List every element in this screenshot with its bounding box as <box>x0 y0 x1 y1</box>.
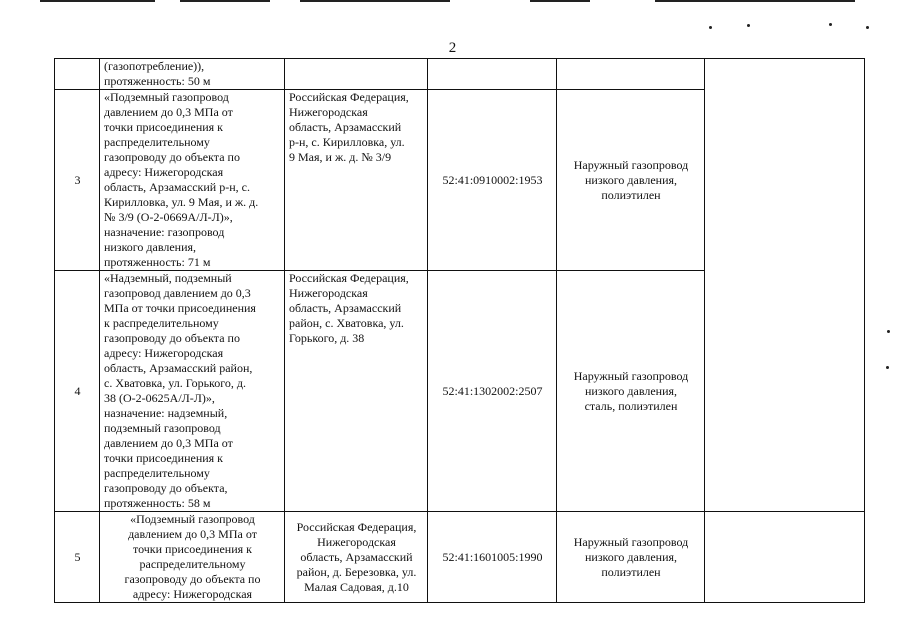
address-cell <box>285 59 428 90</box>
scan-artifact-line <box>180 0 270 2</box>
object-description-cell <box>100 271 285 512</box>
object-type: Наружный газопровод низкого давления, сталь, полиэтилен <box>573 368 689 413</box>
object-type-cell <box>557 512 705 603</box>
object-address: Российская Федерация, Нижегородская область, Арзамасский район, д. Березовка, ул. Малая Садовая, д.10 <box>296 519 417 594</box>
object-description-cell <box>100 512 285 603</box>
object-type-cell <box>557 90 705 271</box>
scan-speck <box>829 23 832 26</box>
scan-speck <box>866 26 869 29</box>
object-description: «Подземный газопровод давлением до 0,3 МПа от точки присоединения к распределительному газопроводу до объекта по адресу: Нижегородская область, Арзамасский р-н, с. Кирилловка, ул. 9 Мая, и ж. д. № 3/9 (О-2-0669А/Л-Л)», назначение: газопровод низкого давления, протяженность: 71 м <box>104 90 259 269</box>
object-description: «Подземный газопровод давлением до 0,3 МПа от точки присоединения к распределительному газопроводу до объекта по адресу: Нижегородская <box>124 512 261 601</box>
scan-speck <box>709 26 712 29</box>
scan-artifact-line <box>40 0 155 2</box>
object-type-cell <box>557 271 705 512</box>
object-type: Наружный газопровод низкого давления, полиэтилен <box>573 157 689 202</box>
extra-column-cell <box>705 512 865 603</box>
object-address: Российская Федерация, Нижегородская область, Арзамасский район, с. Хватовка, ул. Горького, д. 38 <box>289 271 409 345</box>
table-row <box>55 59 865 90</box>
object-description: (газопотребление)), протяженность: 50 м <box>104 59 211 88</box>
object-description: «Надземный, подземный газопровод давлением до 0,3 МПа от точки присоединения к распределительному газопроводу до объекта по адресу: Нижегородская область, Арзамасский район, с. Хватовка, ул. Горького, д. 38 (О-2-0625А/Л-Л)», назначение: надземный, подземный газопровод давлением до 0,3 МПа от точки присоединения к распределительному газопроводу до объекта, протяженность: 58 м <box>104 271 256 510</box>
scan-artifact-line <box>655 0 855 2</box>
scan-speck <box>887 330 890 333</box>
table-row <box>55 512 865 603</box>
row-number-cell: 5 <box>55 512 100 603</box>
scan-artifact-line <box>530 0 590 2</box>
object-description-cell <box>100 90 285 271</box>
object-type: Наружный газопровод низкого давления, полиэтилен <box>573 534 689 579</box>
row-number-cell: 4 <box>55 271 100 512</box>
scan-speck <box>747 24 750 27</box>
cadastral-number-cell: 52:41:1302002:2507 <box>428 271 557 512</box>
scan-speck <box>886 366 889 369</box>
row-number-cell <box>55 59 100 90</box>
object-description-cell <box>100 59 285 90</box>
address-cell <box>285 90 428 271</box>
address-cell <box>285 512 428 603</box>
extra-column-cell <box>705 59 865 512</box>
cadastral-number-cell: 52:41:1601005:1990 <box>428 512 557 603</box>
object-type-cell <box>557 59 705 90</box>
cadastral-number-cell <box>428 59 557 90</box>
row-number-cell: 3 <box>55 90 100 271</box>
page-number: 2 <box>448 40 457 56</box>
scan-artifact-line <box>300 0 450 2</box>
registry-table <box>54 58 865 603</box>
object-address: Российская Федерация, Нижегородская область, Арзамасский р-н, с. Кирилловка, ул. 9 Мая, и ж. д. № 3/9 <box>289 90 409 164</box>
address-cell <box>285 271 428 512</box>
cadastral-number-cell: 52:41:0910002:1953 <box>428 90 557 271</box>
